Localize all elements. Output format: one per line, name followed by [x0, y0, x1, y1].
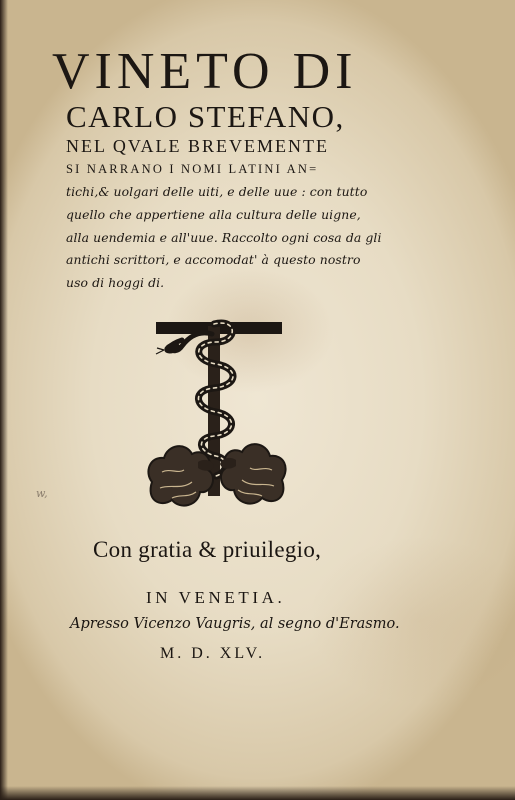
- imprint-printer: Apresso Vicenzo Vaugris, al segno d'Erasmo.: [70, 616, 400, 632]
- body-line-4: antichi scrittori, e accomodat' à questo nostro: [66, 252, 361, 267]
- title-line-1: VINETO DI: [52, 43, 358, 100]
- body-line-2: quello che appertiene alla cultura delle uigne,: [66, 207, 361, 222]
- title-line-3: NEL QVALE BREVEMENTE: [66, 136, 329, 156]
- body-line-5: uso di hoggi di.: [66, 275, 165, 290]
- body-line-3: alla uendemia e all'uue. Raccolto ogni cosa da gli: [66, 230, 382, 245]
- title-line-4: SI NARRANO I NOMI LATINI AN=: [66, 162, 319, 176]
- body-line-1: tichi,& uolgari delle uiti, e delle uue : con tutto: [66, 184, 368, 199]
- printers-device-icon: [142, 312, 292, 524]
- title-line-2: CARLO STEFANO,: [66, 99, 345, 134]
- marginal-note: w,: [36, 487, 48, 500]
- imprint-date: M. D. XLV.: [160, 645, 266, 662]
- privilege-line: Con gratia & priuilegio,: [93, 537, 322, 562]
- imprint-city: IN VENETIA.: [146, 588, 286, 607]
